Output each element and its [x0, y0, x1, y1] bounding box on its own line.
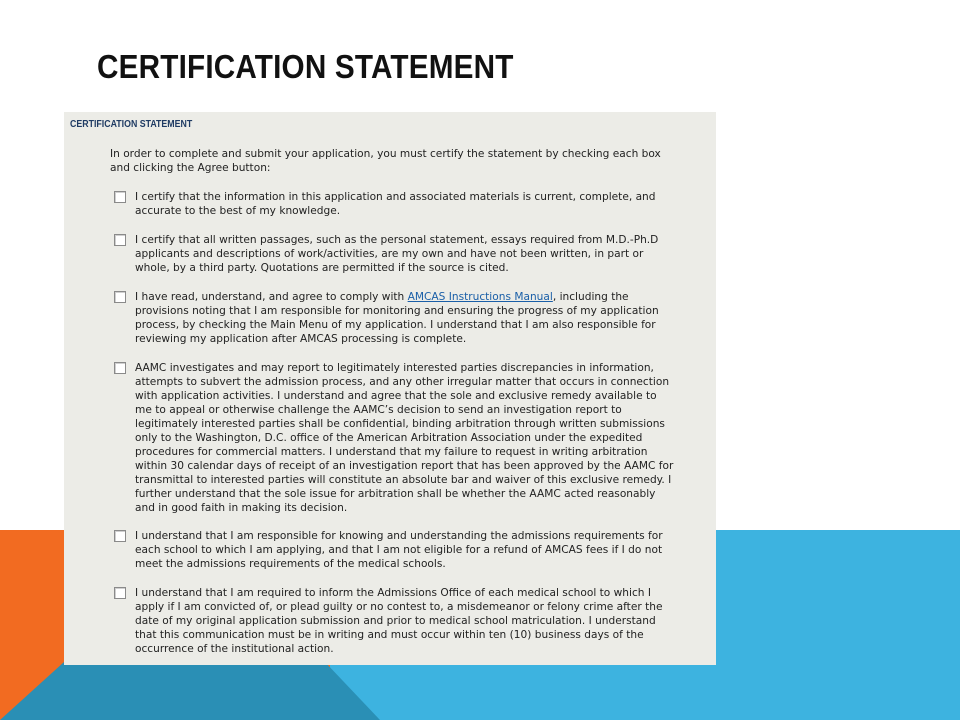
slide-title: CERTIFICATION STATEMENT	[97, 48, 514, 85]
item-text: I certify that the information in this application and associated materials is current, complete, and accurate to the best of my knowledge.	[135, 191, 656, 217]
certify-arbitration-checkbox[interactable]	[114, 362, 126, 374]
certification-item-instructions	[114, 290, 674, 346]
dark-blue-wedge	[0, 662, 380, 720]
certification-item-convictions	[114, 586, 674, 656]
item-text: I understand that I am required to inform the Admissions Office of each medical school to which I apply if I am convicted of, or plead guilty or no contest to, a misdemeanor or felony crime after the date of my original application submission and prior to medical school matriculation. I understand that this communication must be in writing and must occur within ten (10) business days of the occurrence of the institutional action.	[135, 587, 663, 655]
certify-current-checkbox[interactable]	[114, 191, 126, 203]
certify-instructions-checkbox[interactable]	[114, 291, 126, 303]
panel-heading: CERTIFICATION STATEMENT	[70, 119, 193, 130]
item-text-before-link: I have read, understand, and agree to comply with	[135, 291, 408, 303]
certify-own-work-checkbox[interactable]	[114, 234, 126, 246]
certification-item-own-work	[114, 233, 674, 275]
amcas-instructions-manual-link[interactable]: AMCAS Instructions Manual	[407, 291, 553, 303]
certification-item-arbitration	[114, 361, 674, 515]
item-text: AAMC investigates and may report to legitimately interested parties discrepancies in information, attempts to subvert the admission process, and any other irregular matter that occurs in connection with application activities. I understand and agree that the sole and exclusive remedy available to me to appeal or otherwise challenge the AAMC’s decision to send an investigation report to legitimately interested parties shall be confidential, binding arbitration through written submissions only to the Washington, D.C. office of the American Arbitration Association under the expedited procedures for commercial matters. I understand that my failure to request in writing arbitration within 30 calendar days of receipt of an investigation report that has been approved by the AAMC for transmittal to interested parties will constitute an absolute bar and waiver of this exclusive remedy. I further understand that the sole issue for arbitration shall be whether the AAMC acted reasonably and in good faith in making its decision.	[135, 362, 674, 514]
certification-panel	[64, 112, 716, 665]
intro-text: In order to complete and submit your application, you must certify the statement by checking each box and clicking the Agree button:	[110, 148, 661, 174]
item-text-after-link: , including the provisions noting that I am responsible for monitoring and ensuring the progress of my application process, by checking the Main Menu of my application. I understand that I am also responsible for reviewing my application after AMCAS processing is complete.	[135, 291, 659, 345]
certify-convictions-checkbox[interactable]	[114, 587, 126, 599]
certification-item-requirements	[114, 529, 674, 571]
item-text	[135, 290, 675, 346]
item-text: I certify that all written passages, such as the personal statement, essays required from M.D.-Ph.D applicants and descriptions of work/activities, are my own and have not been written, in part or whole, by a third party. Quotations are permitted if the source is cited.	[135, 234, 659, 274]
certification-item-current	[114, 190, 674, 218]
item-text: I understand that I am responsible for knowing and understanding the admissions requirements for each school to which I am applying, and that I am not eligible for a refund of AMCAS fees if I do not meet the admissions requirements of the medical schools.	[135, 530, 663, 570]
certify-requirements-checkbox[interactable]	[114, 530, 126, 542]
